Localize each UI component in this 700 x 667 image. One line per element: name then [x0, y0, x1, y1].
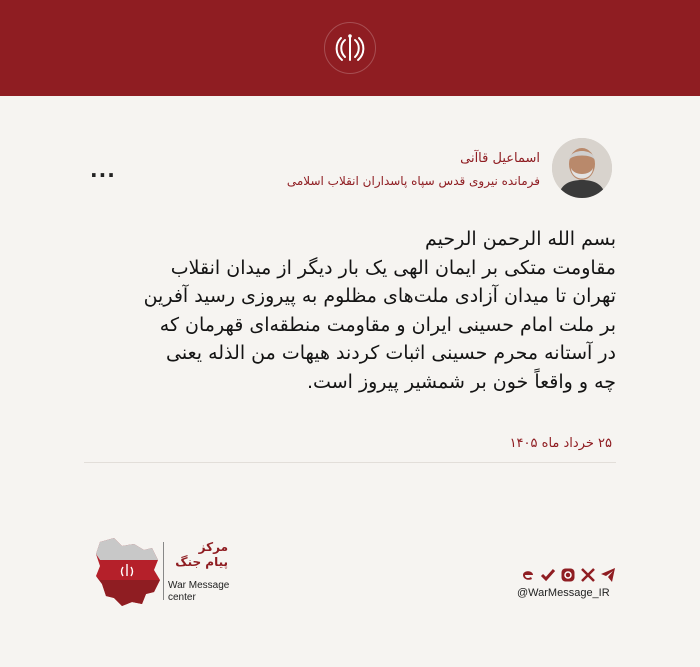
- iran-map-logo-icon: [92, 536, 162, 608]
- logo-en-line: center: [168, 592, 196, 603]
- logo-title-line: مرکز: [198, 540, 228, 554]
- post-line: بسم الله الرحمن الرحیم: [425, 228, 616, 250]
- logo-english-name: [168, 580, 229, 604]
- more-options-button[interactable]: ...: [90, 158, 116, 182]
- divider: [84, 462, 616, 463]
- post-line: بر ملت امام حسینی ایران و مقاومت منطقه‌ای قهرمان که: [159, 313, 616, 336]
- x-icon[interactable]: [580, 567, 596, 583]
- logo-separator: [163, 542, 164, 600]
- telegram-icon[interactable]: [600, 567, 616, 583]
- post-line: تهران تا میدان آزادی ملت‌های مظلوم به پیروزی رسید آفرین: [143, 285, 616, 307]
- header-bar: [0, 0, 700, 96]
- author-avatar: [552, 138, 612, 198]
- logo-title: [168, 540, 228, 570]
- instagram-icon[interactable]: [560, 567, 576, 583]
- post-line: در آستانه محرم حسینی اثبات کردند هیهات من الذله یعنی: [166, 342, 616, 364]
- logo-en-line: War Message: [168, 580, 230, 591]
- person-photo-icon: [552, 138, 612, 198]
- post-line: چه و واقعاً خون بر شمشیر پیروز است.: [307, 370, 616, 393]
- post-body: [84, 225, 616, 396]
- logo-title-line: پیام جنگ: [175, 555, 228, 569]
- post-line: مقاومت متکی بر ایمان الهی یک بار دیگر از میدان انقلاب: [170, 256, 616, 279]
- social-handle[interactable]: @WarMessage_IR: [517, 587, 610, 599]
- author-title: فرمانده نیروی قدس سپاه پاسداران انقلاب اسلامی: [286, 174, 540, 188]
- author-name: اسماعیل قاآنی: [460, 151, 540, 166]
- iran-emblem-icon: [332, 30, 368, 66]
- eitaa-icon[interactable]: [520, 567, 536, 583]
- social-icons: [520, 567, 616, 583]
- check-icon[interactable]: [540, 567, 556, 583]
- post-date: ۲۵ خرداد ماه ۱۴۰۵: [509, 436, 612, 451]
